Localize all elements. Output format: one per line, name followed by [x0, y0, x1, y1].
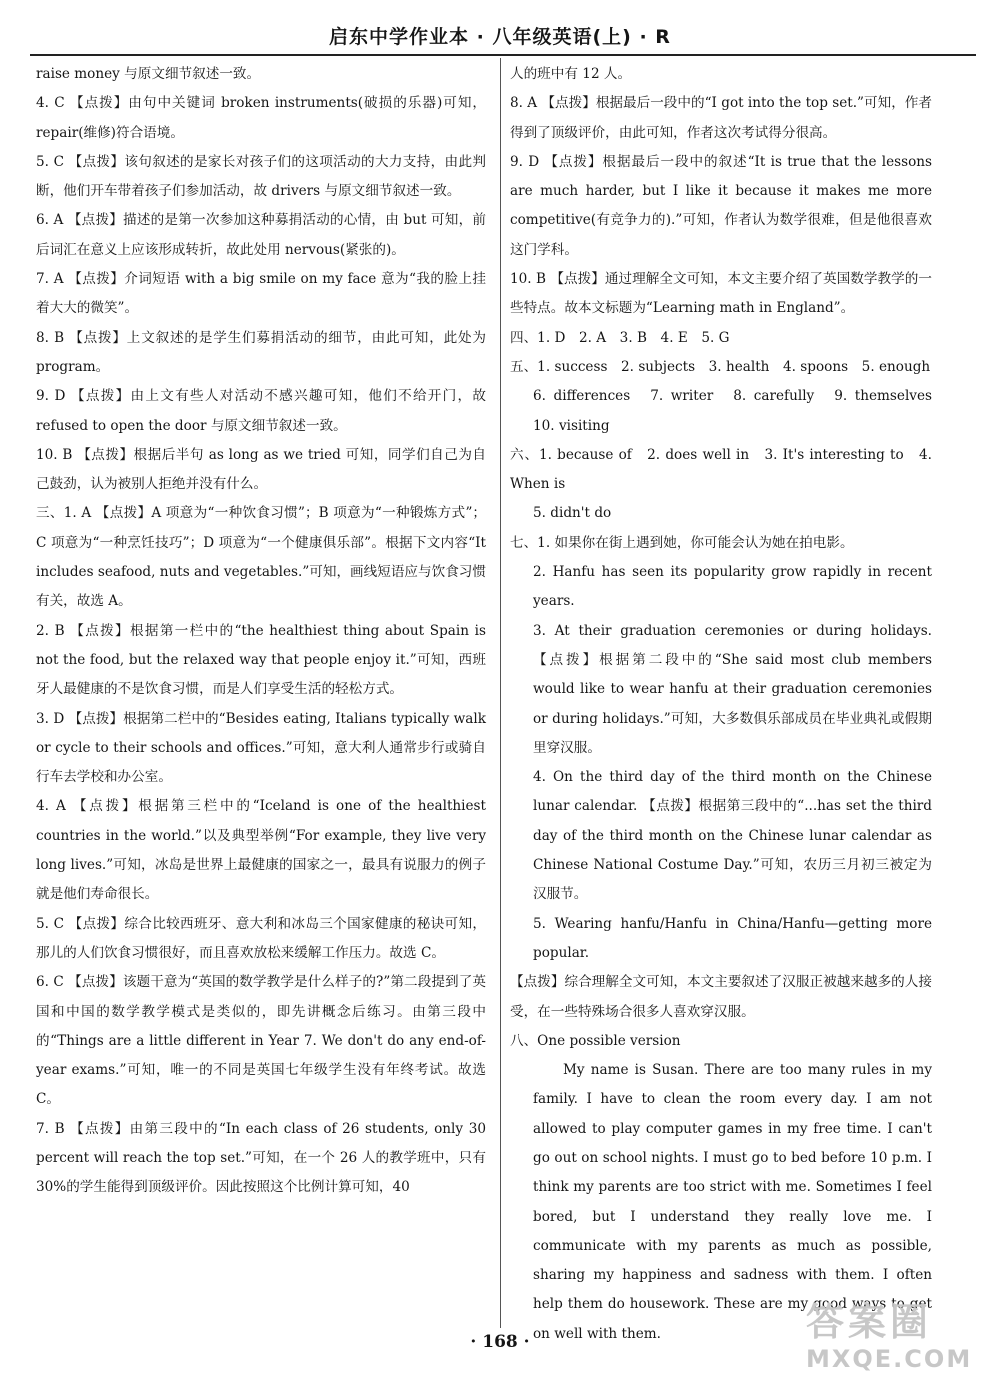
answer-paragraph: 9. D 【点拨】根据最后一段中的叙述“It is true that the lessons are much harder, but I like it because it makes me more competitive(有竞争力的).”可知，作者认为数学很难，但是他很喜欢这门学科。 — [510, 153, 932, 258]
answer-paragraph: 3. At their graduation ceremonies or during holidays. 【点拨】根据第二段中的“She said most club members would like to wear hanfu at their graduation ceremonies or during holidays.”可知，大多数俱乐部成员在毕业典礼或假期里穿汉服。 — [533, 622, 932, 756]
answer-paragraph: 5. C 【点拨】该句叙述的是家长对孩子们的这项活动的大力支持，由此判断，他们开车带着孩子们参加活动，故 drivers 与原文细节叙述一致。 — [36, 153, 486, 200]
left-column — [36, 60, 486, 1203]
header-divider — [30, 54, 976, 56]
answer-line: 2. Hanfu has seen its popularity grow rapidly in recent years. — [533, 564, 932, 610]
section-heading-paragraph: 三、1. A 【点拨】A 项意为“一种饮食习惯”；B 项意为“一种锻炼方式”；C 项意为“一种烹饪技巧”；D 项意为“一个健康俱乐部”。根据下文内容“It includes seafood, nuts and vegetables.”可知，画线短语应与饮食习惯有关，故选 A。 — [36, 505, 486, 610]
answer-paragraph: 8. B 【点拨】上文叙述的是学生们募捐活动的细节，由此可知，此处为 program。 — [36, 329, 486, 375]
watermark-url: MXQE.COM — [806, 1345, 973, 1373]
answer-paragraph: 10. B 【点拨】通过理解全文可知，本文主要介绍了英国数学教学的一些特点。故本文标题为“Learning math in England”。 — [510, 271, 932, 317]
answer-paragraph: 9. D 【点拨】由上文有些人对活动不感兴趣可知，他们不给开门，故 refused to open the door 与原文细节叙述一致。 — [36, 388, 486, 434]
answer-paragraph: 4. A 【点拨】根据第三栏中的“Iceland is one of the healthiest countries in the world.”以及典型举例“For example, they live very long lives.”可知，冰岛是世界上最健康的国家之一，最具有说服力的例子就是他们寿命很长。 — [36, 798, 486, 903]
answer-paragraph: 4. On the third day of the third month on the Chinese lunar calendar. 【点拨】根据第三段中的“...has set the third day of the third month on the Chinese lunar calendar as Chinese National Costume Day.”可知，农历三月初三被定为汉服节。 — [533, 769, 932, 903]
answer-paragraph: 7. B 【点拨】由第三段中的“In each class of 26 students, only 30 percent will reach the top set.”可知，在一个 26 人的教学班中，只有 30%的学生能得到顶级评价。因此按照这个比例计算可知，40 — [36, 1120, 486, 1196]
answer-paragraph: 8. A 【点拨】根据最后一段中的“I got into the top set.”可知，作者得到了顶级评价，由此可知，作者这次考试得分很高。 — [510, 95, 932, 141]
answer-paragraph: 2. B 【点拨】根据第一栏中的“the healthiest thing about Spain is not the food, but the relaxed way that people enjoy it.”可知，西班牙人最健康的不是饮食习惯，而是人们享受生活的轻松方式。 — [36, 622, 486, 698]
answer-paragraph: 10. B 【点拨】根据后半句 as long as we tried 可知，同学们自己为自己鼓劲，认为被别人拒绝并没有什么。 — [36, 446, 486, 493]
watermark-logo — [806, 1300, 986, 1380]
page-header-title: 启东中学作业本 · 八年级英语(上) · R — [329, 26, 671, 48]
section-heading-paragraph: 六、1. because of 2. does well in 3. It's interesting to 4. When is — [510, 446, 932, 493]
answer-paragraph: 3. D 【点拨】根据第二栏中的“Besides eating, Italians typically walk or cycle to their schools and offices.”可知，意大利人通常步行或骑自行车去学校和办公室。 — [36, 710, 486, 786]
section-heading-paragraph: 八、One possible version — [510, 1032, 681, 1049]
answer-paragraph: 4. C 【点拨】由句中关键词 broken instruments(破损的乐器)可知，repair(维修)符合语境。 — [36, 95, 486, 141]
section-heading-paragraph: 五、1. success 2. subjects 3. health 4. spoons 5. enough — [510, 358, 931, 375]
column-divider — [500, 58, 501, 1328]
answer-line: 5. didn't do — [533, 505, 612, 522]
answer-paragraph: 人的班中有 12 人。 — [510, 66, 632, 82]
section-heading-paragraph: 四、1. D 2. A 3. B 4. E 5. G — [510, 329, 730, 346]
essay-paragraph: My name is Susan. There are too many rules in my family. I have to clean the room every day. I am not allowed to play computer games in my free time. I can't go out on school nights. I must go to bed before 10 p.m. I think my parents are too strict with me. Sometimes I feel bored, but I understand they really love me. I communicate with my parents as much as possible, sharing my happiness and sadness with them. I often help them do housework. These are my good ways to get on well with them. — [533, 1062, 932, 1342]
page-number: · 168 · — [470, 1332, 530, 1352]
answer-paragraph: 6. C 【点拨】该题干意为“英国的数学教学是什么样子的?”第二段提到了英国和中国的数学教学模式是类似的，即先讲概念后练习。由第三段中的“Things are a little different in Year 7. We don't do any end-of-year exams.”可知，唯一的不同是英国七年级学生没有年终考试。故选 C。 — [36, 974, 486, 1108]
answer-paragraph: 5. Wearing hanfu/Hanfu in China/Hanfu—getting more popular. — [533, 915, 932, 961]
right-column — [510, 60, 946, 1349]
answer-paragraph: 【点拨】综合理解全文可知，本文主要叙述了汉服正被越来越多的人接受，在一些特殊场合很多人喜欢穿汉服。 — [510, 974, 932, 1020]
answer-paragraph: 6. A 【点拨】描述的是第一次参加这种募捐活动的心情，由 but 可知，前后词汇在意义上应该形成转折，故此处用 nervous(紧张的)。 — [36, 212, 486, 258]
answer-paragraph: 5. C 【点拨】综合比较西班牙、意大利和冰岛三个国家健康的秘诀可知，那儿的人们饮食习惯很好，而且喜欢放松来缓解工作压力。故选 C。 — [36, 915, 486, 961]
watermark-logo-text: 答案圈 — [806, 1300, 933, 1344]
answer-paragraph: 7. A 【点拨】介词短语 with a big smile on my face 意为“我的脸上挂着大大的微笑”。 — [36, 271, 486, 317]
section-heading-paragraph: 七、1. 如果你在街上遇到她，你可能会认为她在拍电影。 — [510, 534, 854, 551]
answer-line: 6. differences 7. writer 8. carefully 9. themselves 10. visiting — [533, 388, 946, 434]
answer-paragraph: raise money 与原文细节叙述一致。 — [36, 66, 261, 82]
